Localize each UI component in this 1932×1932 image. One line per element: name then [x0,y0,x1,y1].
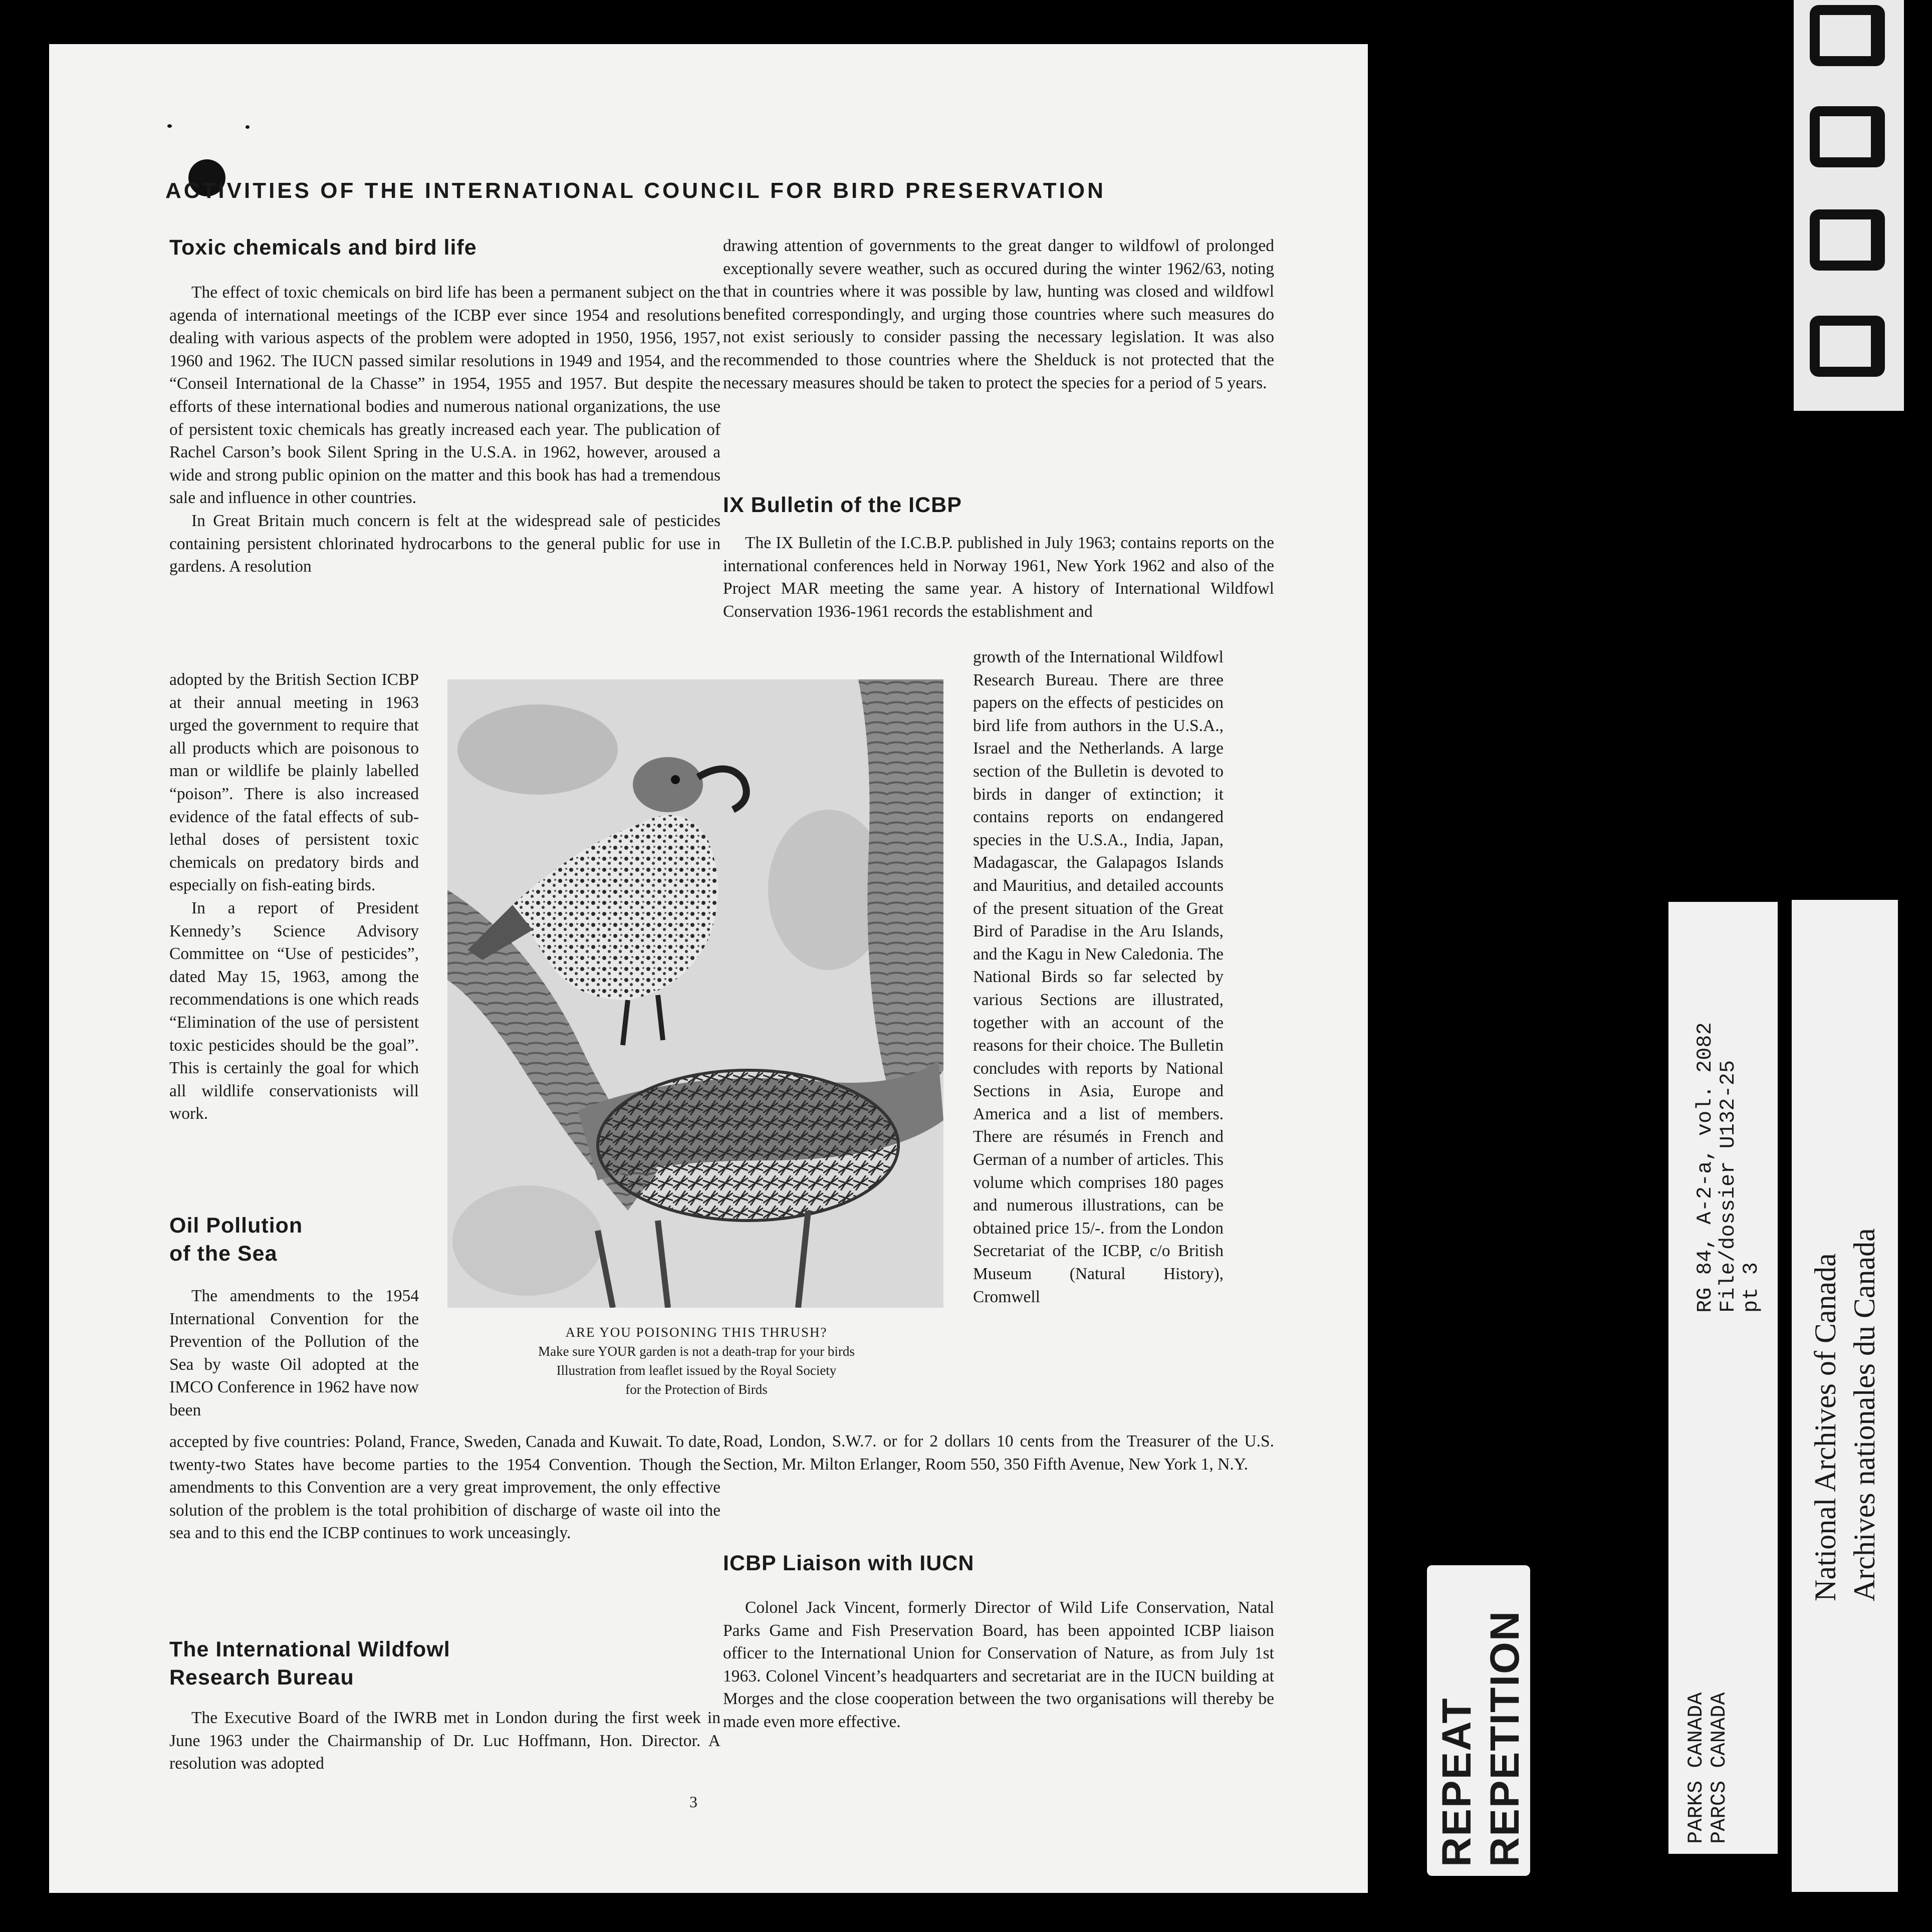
counter-digit [1810,209,1885,271]
file-line-3: pt 3 [1739,1262,1763,1313]
nac-en: National Archives of Canada [1809,1253,1842,1601]
bulletin-body-end [723,1430,1274,1476]
liaison-paragraph: Colonel Jack Vincent, formerly Director of Wild Life Conservation, Natal Parks Game and Fish Preservation Board, has been appointed ICBP liaison officer to the International Union for Conservation of Nature, as from July 1st 1963. Colonel Vincent’s headquarters and secretariat are in the IUCN building at Morges and the close cooperation between the two organisations will thereby be made even more effective. [723,1598,1274,1731]
section-heading-toxic: Toxic chemicals and bird life [169,235,477,260]
page-number: 3 [689,1793,697,1811]
oil-heading-line-2: of the Sea [169,1242,278,1266]
oil-heading-line-1: Oil Pollution [169,1214,303,1238]
parks-en: PARKS CANADA [1684,1692,1708,1844]
oil-paragraph-1b: accepted by five countries: Poland, France, Sweden, Canada and Kuwait. To date, twenty-two States have become parties to the 1954 Convention. Though the amendments to this Convention are a very great improvement, the only effective solution of the problem is the total prohibition of discharge of waste oil into the sea and to this end the ICBP continues to work unceasingly. [169,1432,720,1543]
repeat-stamp [1427,1565,1530,1876]
section-heading-bulletin: IX Bulletin of the ICBP [723,493,962,517]
bulletin-paragraph-1a: The IX Bulletin of the I.C.B.P. published in July 1963; contains reports on the international conferences held in Norway 1961, New York 1962 and also of the Project MAR meeting the same year. A history of International Wildfowl Conservation 1936-1961 records the establishment and [723,534,1274,621]
repeat-en: REPEAT [1434,1697,1480,1867]
caption-line-2: Make sure YOUR garden is not a death-trap for your birds [538,1344,855,1359]
thrush-illustration [447,679,943,1308]
frame-counter [1794,0,1904,411]
file-line-1: RG 84, A-2-a, vol. 2082 [1693,1022,1717,1313]
toxic-paragraph-1: The effect of toxic chemicals on bird life has been a permanent subject on the agenda of international meetings of the ICBP ever since 1954 and resolutions dealing with various aspects of the problem were adopted in 1950, 1956, 1957, 1960 and 1962. The IUCN passed similar resolutions in 1949 and 1954, and the “Conseil International de la Chasse” in 1954, 1955 and 1957. But despite the efforts of these international bodies and numerous national organizations, the use of persistent toxic chemicals has greatly increased each year. The publication of Rachel Carson’s book Silent Spring in the U.S.A. in 1962, however, aroused a wide and strong public opinion on the matter and this book has had a tremendous sale and influence in other countries. [169,283,720,508]
toxic-paragraph-3: In a report of President Kennedy’s Science Advisory Committee on “Use of pesticides”, dated May 15, 1963, among the recommendations is one which reads “Elimination of the use of persistent toxic pesticides should be the goal”. This is certainly the goal for which all wildlife conservationists will work. [169,898,419,1123]
iwrb-body [169,1707,720,1775]
caption-title: ARE YOU POISONING THIS THRUSH? [565,1325,828,1340]
caption-line-4: for the Protection of Birds [625,1382,768,1397]
toxic-paragraph-2a: In Great Britain much concern is felt at the widespread sale of pesticides containing persistent chlorinated hydrocarbons to the general public for use in gardens. A resolution [169,511,720,576]
bulletin-body-narrow [973,646,1224,1308]
continued-paragraph: drawing attention of governments to the great danger to wildfowl of prolonged exceptionally severe weather, such as occured during the winter 1962/63, noting that in countries where it was possible by law, hunting was closed and wildfowl benefited correspondingly, and urging those countries where such measures do not exist seriously to consider passing the necessary legislation. It was also recommended to those countries where the Shelduck is not protected that the necessary measures should be taken to protect the species for a period of 5 years. [723,236,1274,392]
bulletin-body [723,532,1274,623]
oil-body-narrow [169,1285,419,1422]
nac-fr: Archives nationales du Canada [1848,1228,1881,1601]
thrush-nest-photo [447,679,943,1308]
speck-mark [167,124,172,128]
parks-fr: PARCS CANADA [1707,1692,1731,1844]
bulletin-paragraph-1c: Road, London, S.W.7. or for 2 dollars 10 cents from the Treasurer of the U.S. Section, Mr. Milton Erlanger, Room 550, 350 Fifth Avenue, New York 1, N.Y. [723,1432,1274,1474]
file-line-2: File/dossier U132-25 [1716,1060,1740,1313]
liaison-body [723,1596,1274,1734]
toxic-body-narrow [169,668,419,1125]
iwrb-paragraph-1: The Executive Board of the IWRB met in London during the first week in June 1963 under the Chairmanship of Dr. Luc Hoffmann, Hon. Director. A resolution was adopted [169,1709,720,1773]
toxic-body [169,281,720,578]
caption-line-3: Illustration from leaflet issued by the Royal Society [556,1363,837,1378]
speck-mark [246,125,250,129]
continued-body [723,234,1274,394]
oil-body [169,1430,720,1545]
document-page [49,44,1368,1893]
oil-paragraph-1a: The amendments to the 1954 International Convention for the Prevention of the Pollution of the Sea by waste Oil adopted at the IMCO Conference in 1962 have now been [169,1287,419,1419]
national-archives-label [1792,900,1898,1892]
file-reference [1694,902,1774,1323]
section-heading-oil [169,1212,303,1268]
bulletin-paragraph-1b: growth of the International Wildfowl Research Bureau. There are three papers on the effects of pesticides on bird life from authors in the U.S.A., Israel and the Netherlands. A large section of the Bulletin is devoted to birds in danger of extinction; it contains reports on endangered species in the U.S.A., India, Japan, Madagascar, the Galapagos Islands and Mauritius, and detailed accounts of the present situation of the Great Bird of Paradise in the Aru Islands, and the Kagu in New Caledonia. The National Birds so far selected by various Sections are illustrated, together with an account of the reasons for their choice. The Bulletin concludes with reports by National Sections in Asia, Europe and America and a list of members. There are résumés in French and German of a number of articles. This volume which comprises 180 pages and numerous illustrations, can be obtained price 15/-. from the London Secretariat of the ICBP, c/o British Museum (Natural History), Cromwell [973,648,1224,1306]
toxic-paragraph-2b: adopted by the British Section ICBP at their annual meeting in 1963 urged the government to require that all products which are poisonous to man or wildlife be plainly labelled “poison”. There is also increased evidence of the fatal effects of sub-lethal doses of persistent toxic chemicals on predatory birds and especially on fish-eating birds. [169,670,419,895]
iwrb-heading-line-2: Research Bureau [169,1665,354,1689]
repeat-fr: REPETITION [1482,1610,1528,1867]
counter-digit [1810,5,1885,66]
section-heading-iwrb [169,1635,450,1692]
counter-digit [1810,316,1885,377]
iwrb-heading-line-1: The International Wildfowl [169,1637,450,1661]
section-heading-liaison: ICBP Liaison with IUCN [723,1551,975,1575]
page-title: ACTIVITIES OF THE INTERNATIONAL COUNCIL FOR BIRD PRESERVATION [165,178,1106,203]
photo-caption [466,1323,927,1399]
counter-digit [1810,106,1885,167]
